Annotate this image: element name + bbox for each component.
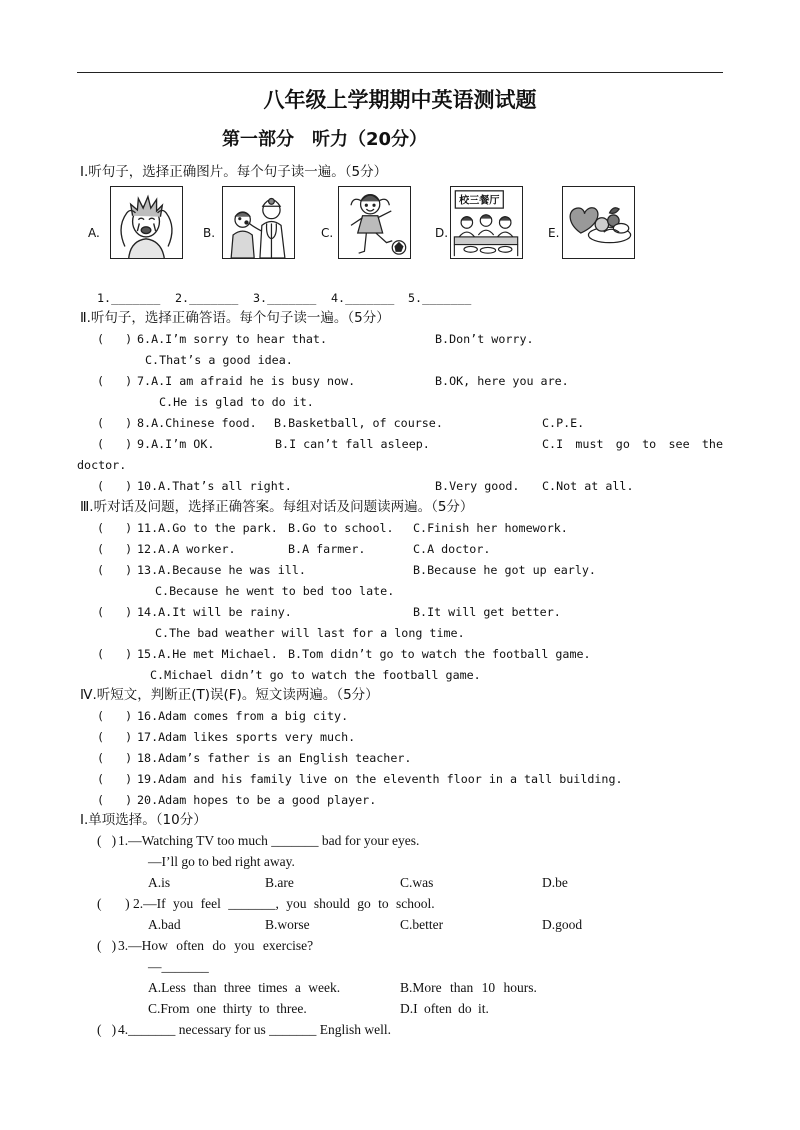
q9-answer-bracket: ( ) — [97, 437, 133, 451]
q13-option-c: C.Because he went to bed too late. — [155, 584, 395, 598]
picture-label-d: D. — [435, 226, 449, 240]
q14-option-b: B.It will get better. — [413, 605, 561, 619]
q10-option-b: B.Very good. — [435, 479, 520, 493]
exam-title: 八年级上学期期中英语测试题 — [263, 88, 537, 112]
q11-row — [137, 520, 278, 536]
q10-number: 10. — [137, 479, 159, 493]
q10-option-c: C.Not at all. — [542, 479, 634, 493]
upset-child-picture — [111, 187, 182, 258]
q8-row — [137, 415, 257, 431]
sc2-option-c: C.better — [400, 917, 444, 932]
q8-answer-bracket: ( ) — [97, 416, 133, 430]
q12-number: 12. — [137, 542, 159, 556]
part-title: 第一部分 听力（20分） — [222, 129, 428, 150]
q14-number: 14. — [137, 605, 159, 619]
q6-option-c: C.That’s a good idea. — [145, 353, 293, 367]
q19-number: 19. — [137, 772, 159, 786]
section-5-heading: Ⅰ.单项选择。（10分） — [80, 812, 207, 828]
q17-number: 17. — [137, 730, 159, 744]
section-1-heading: Ⅰ.听句子，选择正确图片。每个句子读一遍。（5分） — [80, 164, 388, 180]
sc2-number: 2. — [133, 896, 144, 911]
sc2-option-a: A.bad — [148, 917, 181, 932]
q8-option-b: B.Basketball, of course. — [274, 416, 443, 430]
picture-label-b: B. — [203, 226, 216, 240]
q17-row — [137, 729, 355, 745]
answer-blank-2: 2._______ — [175, 291, 239, 305]
section-3-heading: Ⅲ.听对话及问题，选择正确答案。每组对话及问题读两遍。（5分） — [80, 499, 474, 515]
sc1-option-c: C.was — [400, 875, 434, 890]
picture-e — [562, 186, 635, 259]
q11-answer-bracket: ( ) — [97, 521, 133, 535]
q7-option-b: B.OK, here you are. — [435, 374, 569, 388]
q7-number: 7. — [137, 374, 152, 388]
q11-option-b: B.Go to school. — [288, 521, 394, 535]
q17-answer-bracket: ( ) — [97, 730, 133, 744]
sc2-row — [133, 896, 435, 912]
sc3-number: 3. — [118, 938, 129, 953]
sc1-answer-bracket: ( ) — [97, 833, 117, 848]
q12-option-a: A.A worker. — [158, 542, 236, 556]
q14-row — [137, 604, 292, 620]
picture-b — [222, 186, 295, 259]
q6-answer-bracket: ( ) — [97, 332, 133, 346]
sc2-option-b: B.worse — [265, 917, 310, 932]
q7-option-a: A.I am afraid he is busy now. — [151, 374, 356, 388]
q18-statement: Adam’s father is an English teacher. — [158, 751, 412, 765]
q14-answer-bracket: ( ) — [97, 605, 133, 619]
q18-answer-bracket: ( ) — [97, 751, 133, 765]
sc3-reply: —_______ — [148, 959, 209, 974]
q10-answer-bracket: ( ) — [97, 479, 133, 493]
sc4-stem: _______ necessary for us _______ English well. — [128, 1022, 391, 1037]
q20-statement: Adam hopes to be a good player. — [158, 793, 377, 807]
sc1-reply: —I’ll go to bed right away. — [148, 854, 295, 869]
sc2-option-d: D.good — [542, 917, 583, 932]
q15-option-a: A.He met Michael. — [158, 647, 278, 661]
sc1-number: 1. — [118, 833, 129, 848]
q19-row — [137, 771, 623, 787]
q9-option-c: C.I must go to see the doctor. — [77, 437, 723, 472]
sc4-row — [118, 1022, 391, 1038]
sc3-row — [118, 938, 313, 954]
sc4-number: 4. — [118, 1022, 129, 1037]
q6-option-a: A.I’m sorry to hear that. — [151, 332, 327, 346]
healthy-food-picture — [563, 187, 634, 258]
q16-number: 16. — [137, 709, 159, 723]
picture-label-e: E. — [548, 226, 560, 240]
q12-option-c: C.A doctor. — [413, 542, 491, 556]
q16-row — [137, 708, 348, 724]
q6-row — [137, 331, 327, 347]
q15-row — [137, 646, 278, 662]
q18-row — [137, 750, 411, 766]
school-canteen-picture — [451, 187, 522, 258]
section-2-heading: Ⅱ.听句子，选择正确答语。每个句子读一遍。（5分） — [80, 310, 390, 326]
girl-kicking-football-picture — [339, 187, 410, 258]
answer-blank-4: 4._______ — [331, 291, 395, 305]
doctor-checkup-picture — [223, 187, 294, 258]
q10-option-a: A.That’s all right. — [158, 479, 292, 493]
sc3-answer-bracket: ( ) — [97, 938, 117, 953]
sc1-stem: —Watching TV too much _______ bad for your eyes. — [128, 833, 420, 848]
q8-option-a: A.Chinese food. — [151, 416, 257, 430]
sc3-stem: —How often do you exercise? — [128, 938, 314, 953]
q16-answer-bracket: ( ) — [97, 709, 133, 723]
q7-option-c: C.He is glad to do it. — [159, 395, 314, 409]
q13-option-b: B.Because he got up early. — [413, 563, 596, 577]
sc3-option-c: C.From one thirty to three. — [148, 1001, 307, 1016]
q19-statement: Adam and his family live on the eleventh floor in a tall building. — [158, 772, 623, 786]
q7-row — [137, 373, 355, 389]
q13-row — [137, 562, 306, 578]
q10-row — [137, 478, 292, 494]
q6-option-b: B.Don’t worry. — [435, 332, 534, 346]
q15-answer-bracket: ( ) — [97, 647, 133, 661]
answer-blank-5: 5._______ — [408, 291, 472, 305]
picture-d — [450, 186, 523, 259]
sc3-option-d: D.I often do it. — [400, 1001, 489, 1016]
sc1-option-a: A.is — [148, 875, 171, 890]
canteen-sign-text: 校三餐厅 — [459, 195, 500, 207]
sc1-row — [118, 833, 419, 849]
q14-option-c: C.The bad weather will last for a long time. — [155, 626, 465, 640]
q9-number: 9. — [137, 437, 152, 451]
top-rule — [77, 72, 723, 73]
q7-answer-bracket: ( ) — [97, 374, 133, 388]
q8-option-c: C.P.E. — [542, 416, 585, 430]
q11-number: 11. — [137, 521, 159, 535]
q13-option-a: A.Because he was ill. — [158, 563, 306, 577]
q8-number: 8. — [137, 416, 152, 430]
q19-answer-bracket: ( ) — [97, 772, 133, 786]
q11-option-c: C.Finish her homework. — [413, 521, 568, 535]
q11-option-a: A.Go to the park. — [158, 521, 278, 535]
picture-label-c: C. — [321, 226, 334, 240]
picture-c — [338, 186, 411, 259]
q14-option-a: A.It will be rainy. — [158, 605, 292, 619]
q12-answer-bracket: ( ) — [97, 542, 133, 556]
picture-label-a: A. — [88, 226, 100, 240]
q20-row — [137, 792, 376, 808]
sc3-option-a: A.Less than three times a week. — [148, 980, 341, 995]
q20-answer-bracket: ( ) — [97, 793, 133, 807]
q6-number: 6. — [137, 332, 152, 346]
q15-number: 15. — [137, 647, 159, 661]
q17-statement: Adam likes sports very much. — [158, 730, 356, 744]
section-4-heading: Ⅳ.听短文，判断正(T)误(F)。短文读两遍。（5分） — [80, 687, 379, 703]
sc4-answer-bracket: ( ) — [97, 1022, 117, 1037]
q15-option-c: C.Michael didn’t go to watch the football game. — [150, 668, 481, 682]
q13-answer-bracket: ( ) — [97, 563, 133, 577]
q18-number: 18. — [137, 751, 159, 765]
q9-option-a: A.I’m OK. — [151, 437, 215, 451]
q16-statement: Adam comes from a big city. — [158, 709, 349, 723]
sc1-option-b: B.are — [265, 875, 294, 890]
sc3-option-b: B.More than 10 hours. — [400, 980, 537, 995]
q12-option-b: B.A farmer. — [288, 542, 366, 556]
answer-blank-3: 3._______ — [253, 291, 317, 305]
sc1-option-d: D.be — [542, 875, 568, 890]
q12-row — [137, 541, 236, 557]
picture-a — [110, 186, 183, 259]
sc2-answer-bracket: ( ) — [97, 896, 130, 911]
q20-number: 20. — [137, 793, 159, 807]
sc2-stem: —If you feel _______, you should go to school. — [143, 896, 435, 911]
q15-option-b: B.Tom didn’t go to watch the football game. — [288, 647, 591, 661]
q13-number: 13. — [137, 563, 159, 577]
q9-option-b: B.I can’t fall asleep. — [275, 437, 430, 451]
answer-blank-1: 1._______ — [97, 291, 161, 305]
